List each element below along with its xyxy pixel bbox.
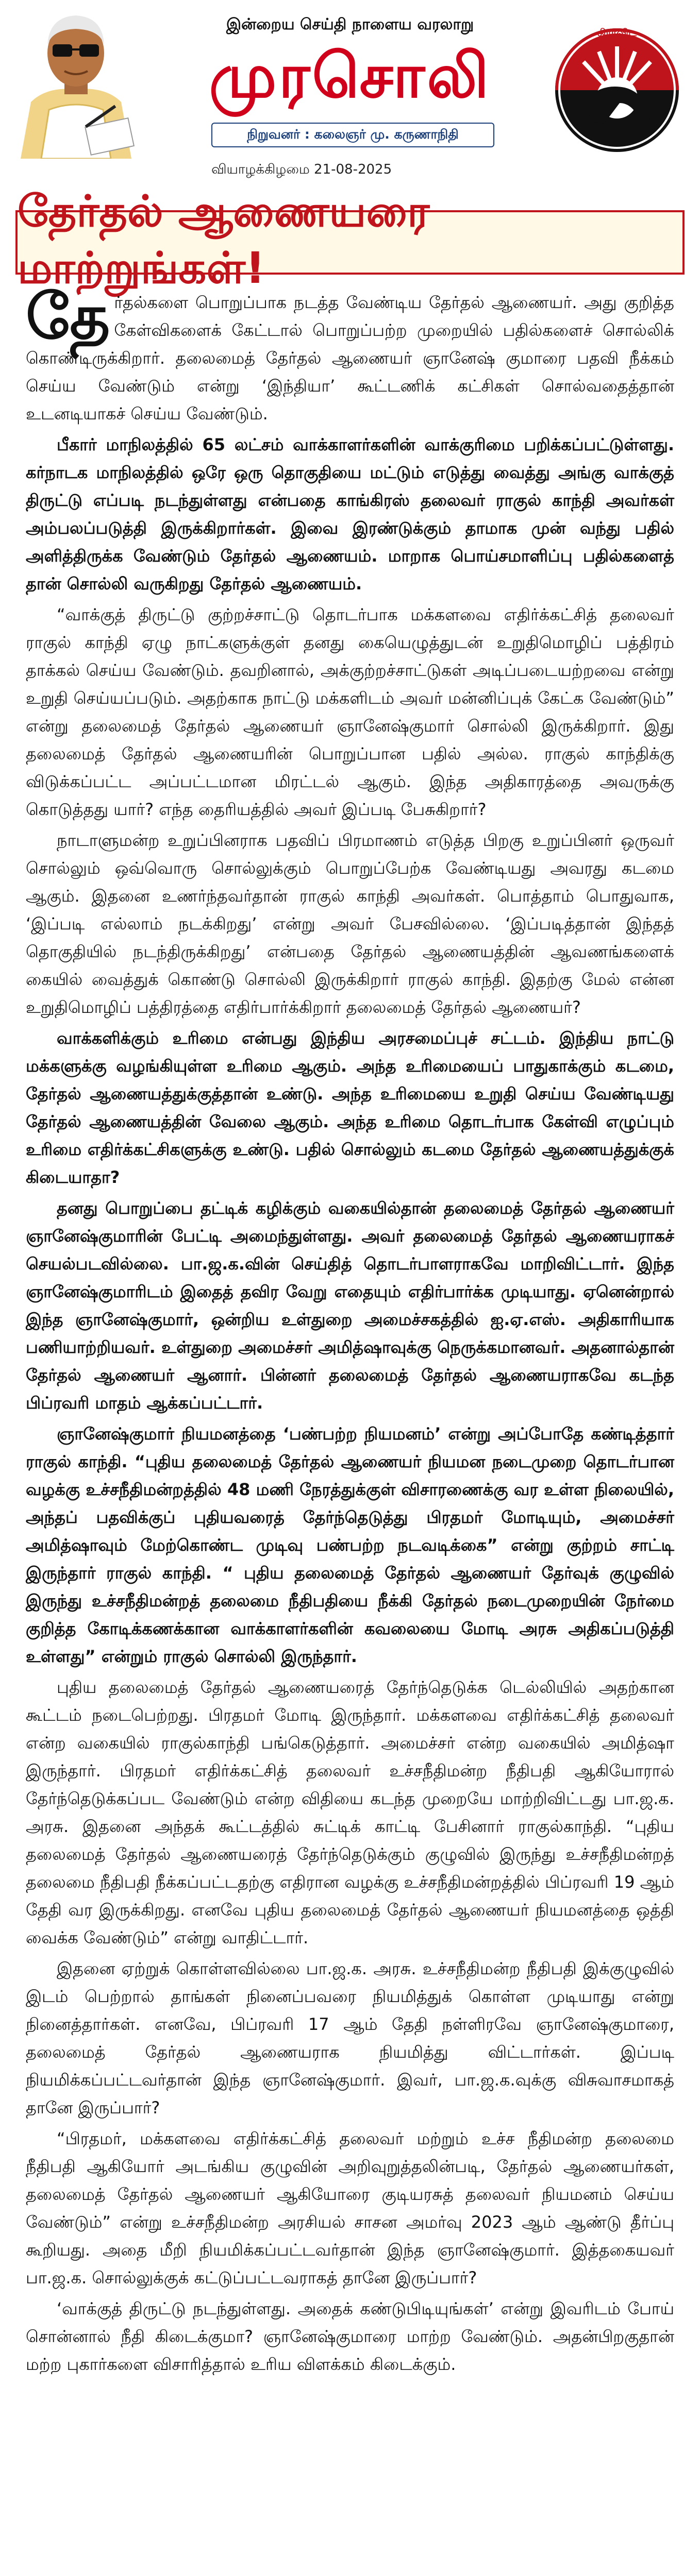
newspaper-logo: முரசொலி — [209, 40, 491, 111]
article-paragraph — [26, 2125, 674, 2292]
article-paragraph — [26, 601, 674, 823]
article-paragraph — [26, 2295, 674, 2378]
paragraph-text: வாக்களிக்கும் உரிமை என்பது இந்திய அரசமைப்புச் சட்டம். இந்திய நாட்டு மக்களுக்கு வழங்கியுள்ள உரிமை ஆகும். அந்த உரிமையைப் பாதுகாக்கும் கடமை, தேர்தல் ஆணையத்துக்குத்தான் உண்டு. அந்த உரிமையை உறுதி செய்ய வேண்டியது தேர்தல் ஆணையத்தின் வேலை ஆகும். அந்த உரிமை தொடர்பாக கேள்வி எழுப்பும் உரிமை எதிர்க்கட்சிகளுக்கு உண்டு. பதில் சொல்லும் கடமை தேர்தல் ஆணையத்துக்குக் கிடையாதா? — [26, 1028, 675, 1187]
paragraph-text: இதனை ஏற்றுக் கொள்ளவில்லை பா.ஜ.க. அரசு. உச்சநீதிமன்ற நீதிபதி இக்குழுவில் இடம் பெற்றால் தாங்கள் நினைப்பவரை நியமித்துக் கொள்ள முடியாது என்று நினைத்தார்கள். எனவே, பிப்ரவரி 17 ஆம் தேதி நள்ளிரவே ஞானேஷ்குமாரை, தலைமைத் தேர்தல் ஆணையராக நியமித்து விட்டார்கள். இப்படி நியமிக்கப்பட்டவர்தான் இந்த ஞானேஷ்குமார். இவர், பா.ஜ.க.வுக்கு விசுவாசமாகத் தானே இருப்பார்? — [26, 1959, 674, 2117]
paragraph-text: ர்தல்களை பொறுப்பாக நடத்த வேண்டிய தேர்தல் ஆணையர். அது குறித்த கேள்விகளைக் கேட்டால் பொறுப்பற்ற முறையில் பதில்களைச் சொல்லிக் கொண்டிருக்கிறார். தலைமைத் தேர்தல் ஆணையர் ஞானேஷ் குமாரை பதவி நீக்கம் செய்ய வேண்டும் என்று ‘இந்தியா’ கூட்டணிக் கட்சிகள் சொல்வதைத்தான் உடனடியாகச் செய்ய வேண்டும். — [26, 293, 674, 423]
masthead — [0, 0, 700, 196]
article-paragraph — [26, 431, 674, 598]
paragraph-text: “பிரதமர், மக்களவை எதிர்க்கட்சித் தலைவர் மற்றும் உச்ச நீதிமன்ற தலைமை நீதிபதி ஆகியோர் அடங்கிய குழுவின் அறிவுறுத்தலின்படி, தேர்தல் ஆணையர்கள், தலைமைத் தேர்தல் ஆணையர் ஆகியோரை குடியரசுத் தலைவர் நியமனம் செய்ய வேண்டும்” என்று உச்சநீதிமன்ற அரசியல் சாசன அமர்வு 2023 ஆம் ஆண்டு தீர்ப்பு கூறியது. அதை மீறி நியமிக்கப்பட்டவர்தான் இந்த ஞானேஷ்குமார். இத்தகையவர் பா.ஜ.க. சொல்லுக்குக் கட்டுப்பட்டவராகத் தானே இருப்பார்? — [26, 2129, 674, 2287]
headline: தேர்தல் ஆணையரை மாற்றுங்கள்! — [18, 185, 430, 293]
paragraph-text: ‘வாக்குத் திருட்டு நடந்துள்ளது. அதைக் கண்டுபிடியுங்கள்’ என்று இவரிடம் போய் சொன்னால் நீதி கிடைக்குமா? ஞானேஷ்குமாரை மாற்ற வேண்டும். அதன்பிறகுதான் மற்ற புகார்களை விசாரித்தால் உரிய விளக்கம் கிடைக்கும். — [26, 2299, 674, 2374]
article-paragraph — [26, 1024, 674, 1191]
issue-date: வியாழக்கிழமை 21-08-2025 — [211, 162, 392, 177]
article-paragraph — [26, 1194, 674, 1417]
article-paragraph — [26, 826, 674, 1021]
paragraph-text: புதிய தலைமைத் தேர்தல் ஆணையரைத் தேர்ந்தெடுக்க டெல்லியில் அதற்கான கூட்டம் நடைபெற்றது. பிரதமர் மோடி இருந்தார். மக்களவை எதிர்க்கட்சித் தலைவர் என்ற வகையில் ராகுல்காந்தி பங்கெடுத்தார். அமைச்சர் என்ற வகையில் அமித்ஷா இருந்தார். பிரதமர் எதிர்க்கட்சித் தலைவர் உச்சநீதிமன்ற நீதிபதி ஆகியோரால் தேர்ந்தெடுக்கப்பட வேண்டும் என்ற விதியை கடந்த முறையே மாற்றிவிட்டது பா.ஜ.க. அரசு. இதனை அந்தக் கூட்டத்தில் சுட்டிக் காட்டி பேசினார் ராகுல்காந்தி. “புதிய தலைமைத் தேர்தல் ஆணையரைத் தேர்ந்தெடுக்கும் குழுவில் இருந்து உச்சநீதிமன்றத் தலைமை நீதிபதி நீக்கப்பட்டதற்கு எதிரான வழக்கு உச்சநீதிமன்றத்தில் பிப்ரவரி 19 ஆம் தேதி வர இருக்கிறது. எனவே புதிய தலைமைத் தேர்தல் ஆணையர் நியமனத்தை ஒத்தி வைக்க வேண்டும்” என்று வாதிட்டார். — [26, 1677, 674, 1947]
tagline: இன்றைய செய்தி நாளைய வரலாறு — [226, 15, 474, 33]
paragraph-text: ஞானேஷ்குமார் நியமனத்தை ‘பண்பற்ற நியமனம்’ என்று அப்போதே கண்டித்தார் ராகுல் காந்தி. “புதிய தலைமைத் தேர்தல் ஆணையர் நியமன நடைமுறை தொடர்பான வழக்கு உச்சநீதிமன்றத்தில் 48 மணி நேரத்துக்குள் விசாரணைக்கு வர உள்ள நிலையில், அந்தப் பதவிக்குப் புதியவரைத் தேர்ந்தெடுத்து பிரதமர் மோடியும், அமைச்சர் அமித்ஷாவும் மேற்கொண்ட முடிவு பண்பற்ற நடவடிக்கை” என்று குற்றம் சாட்டி இருந்தார் ராகுல் காந்தி. “ புதிய தலைமைத் தேர்தல் ஆணையர் தேர்வுக் குழுவில் இருந்து உச்சநீதிமன்றத் தலைமை நீதிபதியை நீக்கி தேர்தல் நடைமுறையின் நேர்மை குறித்த கோடிக்கணக்கான வாக்காளர்களின் கவலையை மோடி அரசு அதிகப்படுத்தி உள்ளது” என்றும் ராகுல் சொல்லி இருந்தார். — [26, 1424, 675, 1666]
paragraph-text: தனது பொறுப்பை தட்டிக் கழிக்கும் வகையில்தான் தலைமைத் தேர்தல் ஆணையர் ஞானேஷ்குமாரின் பேட்டி அமைந்துள்ளது. அவர் தலைமைத் தேர்தல் ஆணையராகச் செயல்படவில்லை. பா.ஜ.க.வின் செய்தித் தொடர்பாளராகவே மாறிவிட்டார். இந்த ஞானேஷ்குமாரிடம் இதைத் தவிர வேறு எதையும் எதிர்பார்க்க முடியாது. ஏனென்றால் இந்த ஞானேஷ்குமார், ஒன்றிய உள்துறை அமைச்சகத்தில் ஐ.ஏ.எஸ். அதிகாரியாக பணியாற்றியவர். உள்துறை அமைச்சர் அமித்ஷாவுக்கு நெருக்கமானவர். அதனால்தான் தேர்தல் ஆணையர் ஆனார். பின்னர் தலைமைத் தேர்தல் ஆணையராகவே கடந்த பிப்ரவரி மாதம் ஆக்கப்பட்டார். — [26, 1198, 675, 1413]
founder-label: நிறுவனர் : கலைஞர் மு. கருணாநிதி — [211, 123, 494, 147]
paragraph-text: நாடாளுமன்ற உறுப்பினராக பதவிப் பிரமாணம் எடுத்த பிறகு உறுப்பினர் ஒருவர் சொல்லும் ஒவ்வொரு சொல்லுக்கும் பொறுப்பேற்க வேண்டியது அவரது கடமை ஆகும். இதனை உணர்ந்தவர்தான் ராகுல் காந்தி அவர்கள். பொத்தாம் பொதுவாக, ‘இப்படி எல்லாம் நடக்கிறது’ என்று அவர் பேசவில்லை. ‘இப்படித்தான் இந்தத் தொகுதியில் நடந்திருக்கிறது’ என்பதை தேர்தல் ஆணையத்தின் ஆவணங்களைக் கையில் வைத்துக் கொண்டு சொல்லி இருக்கிறார் ராகுல் காந்தி. இதற்கு மேல் என்ன உறுதிமொழிப் பத்திரத்தை எதிர்பார்க்கிறார் தலைமைத் தேர்தல் ஆணையர்? — [26, 831, 675, 1017]
svg-text:திராவிட: திராவிட — [597, 26, 637, 39]
paragraph-text: “வாக்குத் திருட்டு குற்றச்சாட்டு தொடர்பாக மக்களவை எதிர்க்கட்சித் தலைவர் ராகுல் காந்தி ஏழு நாட்களுக்குள் தனது கையெழுத்துடன் உறுதிமொழிப் பத்திரம் தாக்கல் செய்ய வேண்டும். தவறினால், அக்குற்றச்சாட்டுகள் அடிப்படையற்றவை என்று உறுதி செய்யப்படும். அதற்காக நாட்டு மக்களிடம் அவர் மன்னிப்புக் கேட்க வேண்டும்” என்று தலைமைத் தேர்தல் ஆணையர் ஞானேஷ்குமார் சொல்லி இருக்கிறார். இது தலைமைத் தேர்தல் ஆணையரின் பொறுப்பான பதில் அல்ல. ராகுல் காந்திக்கு விடுக்கப்பட்ட அப்பட்டமான மிரட்டல் ஆகும். இந்த அதிகாரத்தை அவருக்கு கொடுத்தது யார்? எந்த தைரியத்தில் அவர் இப்படி பேசுகிறார்? — [26, 605, 675, 819]
paragraph-text: பீகார் மாநிலத்தில் 65 லட்சம் வாக்காளர்களின் வாக்குரிமை பறிக்கப்பட்டுள்ளது. கர்நாடக மாநிலத்தில் ஒரே ஒரு தொகுதியை மட்டும் எடுத்து வைத்து அங்கு வாக்குத் திருட்டு எப்படி நடந்துள்ளது என்பதை காங்கிரஸ் தலைவர் ராகுல் காந்தி அவர்கள் அம்பலப்படுத்தி இருக்கிறார்கள். இவை இரண்டுக்கும் தாமாக முன் வந்து பதில் அளித்திருக்க வேண்டும் தேர்தல் ஆணையம். மாறாக பொய்சமாளிப்பு பதில்களைத் தான் சொல்லி வருகிறது தேர்தல் ஆணையம். — [26, 435, 674, 594]
article-paragraph — [26, 1955, 674, 2122]
party-emblem-icon — [522, 21, 692, 160]
drop-cap: தே — [26, 281, 110, 353]
article-paragraph — [26, 1673, 674, 1952]
article-paragraph — [26, 1420, 674, 1670]
article-paragraph — [26, 281, 674, 428]
headline-box — [15, 185, 685, 293]
editorial-article — [26, 281, 675, 2381]
